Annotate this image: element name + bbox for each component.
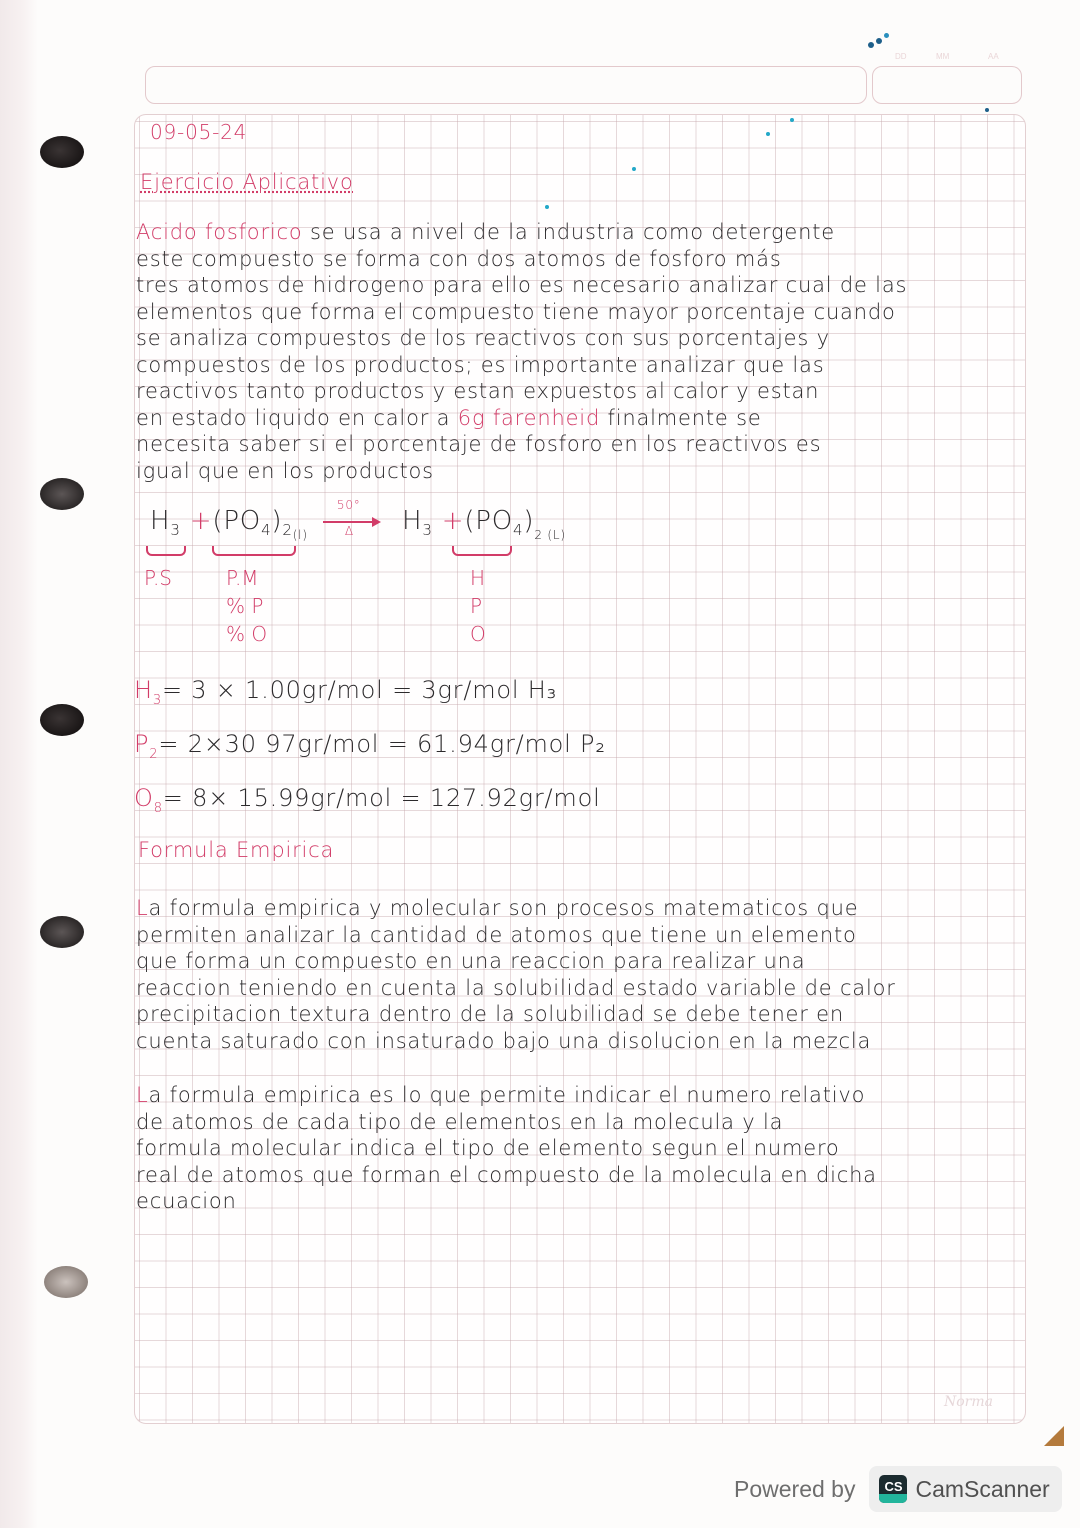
paragraph-line: igual que en los productos [136, 458, 434, 483]
note-date: 09-05-24 [150, 120, 248, 144]
brace-h3-icon [146, 546, 186, 556]
header-label-day: DD [895, 52, 907, 61]
paragraph-line: ecuacion [136, 1189, 237, 1213]
brace-po4-icon [212, 546, 296, 556]
paragraph-line: permiten analizar la cantidad de atomos que tiene un elemento [136, 922, 857, 947]
paragraph-line: La formula empirica y molecular son procesos matematicos que [136, 896, 859, 920]
paragraph-line: La formula empirica es lo que permite indicar el numero relativo [136, 1083, 866, 1107]
header-label-month: MM [936, 52, 950, 61]
highlight-term: Acido fosforico [136, 220, 303, 244]
paragraph-line: este compuesto se forma con dos atomos de fosforo más [136, 246, 782, 271]
powered-by-label: Powered by [734, 1475, 856, 1502]
camscanner-badge[interactable] [869, 1466, 1061, 1512]
label-percent-o: % O [226, 622, 268, 646]
reaction-arrow-icon [323, 498, 387, 538]
ink-dot-icon [868, 42, 874, 48]
label-ps: P.S [144, 566, 172, 590]
paragraph-line: precipitacion textura dentro de la solubilidad se debe tener en [136, 1002, 845, 1026]
paragraph-line: necesita saber si el porcentaje de fosforo en los reactivos es [136, 432, 822, 456]
calc-row-oxygen: $O_8= 8\times 15.99gr/mol = 127.92gr/mol$ [134, 784, 601, 816]
paragraph-line: reaccion teniendo en cuenta la solubilidad estado variable de calor [136, 975, 896, 1000]
ink-dot-icon [790, 118, 794, 122]
header-date-box [872, 66, 1022, 104]
binder-hole-icon [40, 478, 84, 510]
paragraph-empirical-definition [136, 1082, 877, 1215]
paragraph-line: en estado liquido en calor a 6g farenheid finalmente se [136, 405, 762, 430]
ink-dot-icon [985, 108, 989, 112]
brand-watermark: Norma [944, 1394, 993, 1410]
label-percent-p: % P [226, 594, 264, 618]
ink-dot-icon [632, 167, 636, 171]
binder-hole-icon [40, 704, 84, 736]
reaction-temperature: 50° [336, 498, 361, 512]
paragraph-line: Acido fosforico se usa a nivel de la industria como detergente [136, 220, 835, 244]
camscanner-brand-name: CamScanner [915, 1475, 1050, 1502]
section-heading: Formula Empirica [138, 838, 335, 862]
paragraph-line: se analiza compuestos de los reactivos con sus porcentajes y [136, 326, 830, 350]
label-product-h: H [470, 566, 486, 590]
page-edge-shadow [0, 0, 38, 1528]
heat-symbol: Δ [344, 524, 354, 538]
binder-hole-torn-icon [44, 1266, 88, 1298]
paragraph-line: que forma un compuesto en una reaccion para realizar una [136, 949, 806, 973]
label-pm: P.M [226, 566, 259, 590]
header-title-box [145, 66, 867, 104]
ink-dot-icon [766, 132, 770, 136]
paragraph-empirical-molecular [136, 895, 896, 1054]
temperature-highlight: 6g farenheid [457, 405, 601, 430]
camscanner-logo-icon: CS [879, 1475, 907, 1503]
page-corner-fold-icon [1044, 1426, 1064, 1446]
calc-row-phosphorus: $P_2= 2\times 30$ 97gr/mol = 61.94gr/mol P₂ [134, 730, 606, 762]
header-label-year: AA [988, 52, 999, 61]
chemical-equation: $H_3 +(PO_4)_{2(l)}$ $\frac{50^\circ}{\Delta}$ $H_3 +(PO_4)_{2 (L)}$ [150, 498, 566, 542]
label-product-o: O [470, 622, 486, 646]
ink-dot-icon [884, 33, 889, 38]
binder-hole-icon [40, 916, 84, 948]
paragraph-line: formula molecular indica el tipo de elemento segun el numero [136, 1136, 840, 1160]
ink-dot-icon [876, 38, 882, 44]
binder-hole-icon [40, 136, 84, 168]
paragraph-line: de atomos de cada tipo de elementos en la molecula y la [136, 1109, 784, 1134]
paragraph-line: reactivos tanto productos y estan expuestos al calor y estan [136, 379, 820, 403]
camscanner-footer [734, 1466, 1062, 1512]
brace-product-icon [452, 546, 512, 556]
paragraph-line: real de atomos que forman el compuesto de la molecula en dicha [136, 1162, 877, 1187]
calc-row-hydrogen: $H_3= 3 \times 1.00gr/mol = 3gr/mol$ H₃ [134, 676, 558, 708]
paragraph-line: cuenta saturado con insaturado bajo una disolucion en la mezcla [136, 1028, 872, 1053]
paragraph-intro [136, 219, 907, 484]
note-title: Ejercicio Aplicativo [140, 170, 354, 194]
paragraph-line: compuestos de los productos; es importante analizar que las [136, 352, 825, 377]
paragraph-line: elementos que forma el compuesto tiene mayor porcentaje cuando [136, 299, 896, 324]
ink-dot-icon [545, 205, 549, 209]
paragraph-line: tres atomos de hidrogeno para ello es necesario analizar cual de las [136, 273, 908, 297]
label-product-p: P [470, 594, 483, 618]
